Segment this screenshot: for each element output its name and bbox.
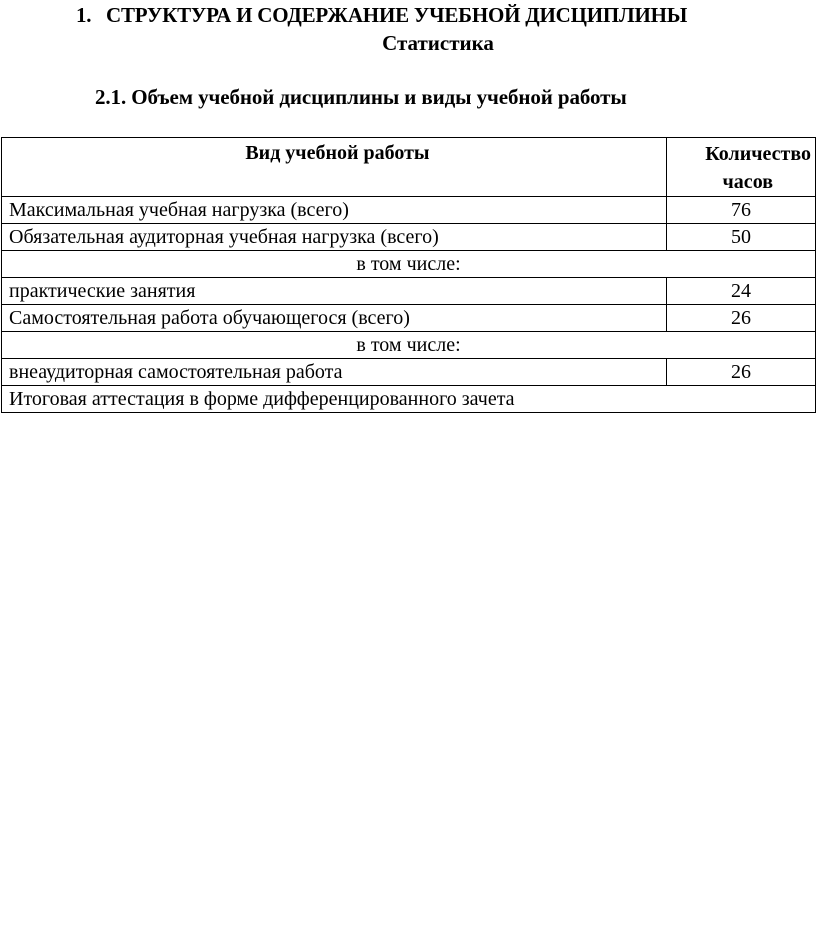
row-label: Самостоятельная работа обучающегося (всего) [2,305,667,332]
table-subheading-row [2,251,816,278]
row-value: 26 [666,305,815,332]
table-subheading-row [2,332,816,359]
table-row [2,224,816,251]
table-row-final-assessment [2,386,816,413]
row-value: 76 [666,197,815,224]
subsection-title: 2.1. Объем учебной дисциплины и виды учебной работы [95,85,627,109]
table-row [2,305,816,332]
table-row [2,359,816,386]
row-label: Обязательная аудиторная учебная нагрузка (всего) [2,224,667,251]
row-label: практические занятия [2,278,667,305]
header-hours [666,138,815,197]
header-work-type: Вид учебной работы [2,138,667,197]
header-hours-line1: Количество [705,143,811,165]
work-volume-table [1,137,816,413]
section-title: СТРУКТУРА И СОДЕРЖАНИЕ УЧЕБНОЙ ДИСЦИПЛИНЫ [106,3,688,27]
row-subheading: в том числе: [2,251,816,278]
table-row [2,278,816,305]
table-row [2,197,816,224]
row-value: 24 [666,278,815,305]
row-value: 50 [666,224,815,251]
row-label: внеаудиторная самостоятельная работа [2,359,667,386]
row-subheading: в том числе: [2,332,816,359]
row-label: Максимальная учебная нагрузка (всего) [2,197,667,224]
header-hours-line2: часов [722,171,773,193]
table-header-row [2,138,816,197]
discipline-name: Статистика [382,31,494,55]
row-label: Итоговая аттестация в форме дифференцированного зачета [2,386,816,413]
row-value: 26 [666,359,815,386]
section-heading [76,3,687,28]
section-number: 1. [76,3,92,27]
